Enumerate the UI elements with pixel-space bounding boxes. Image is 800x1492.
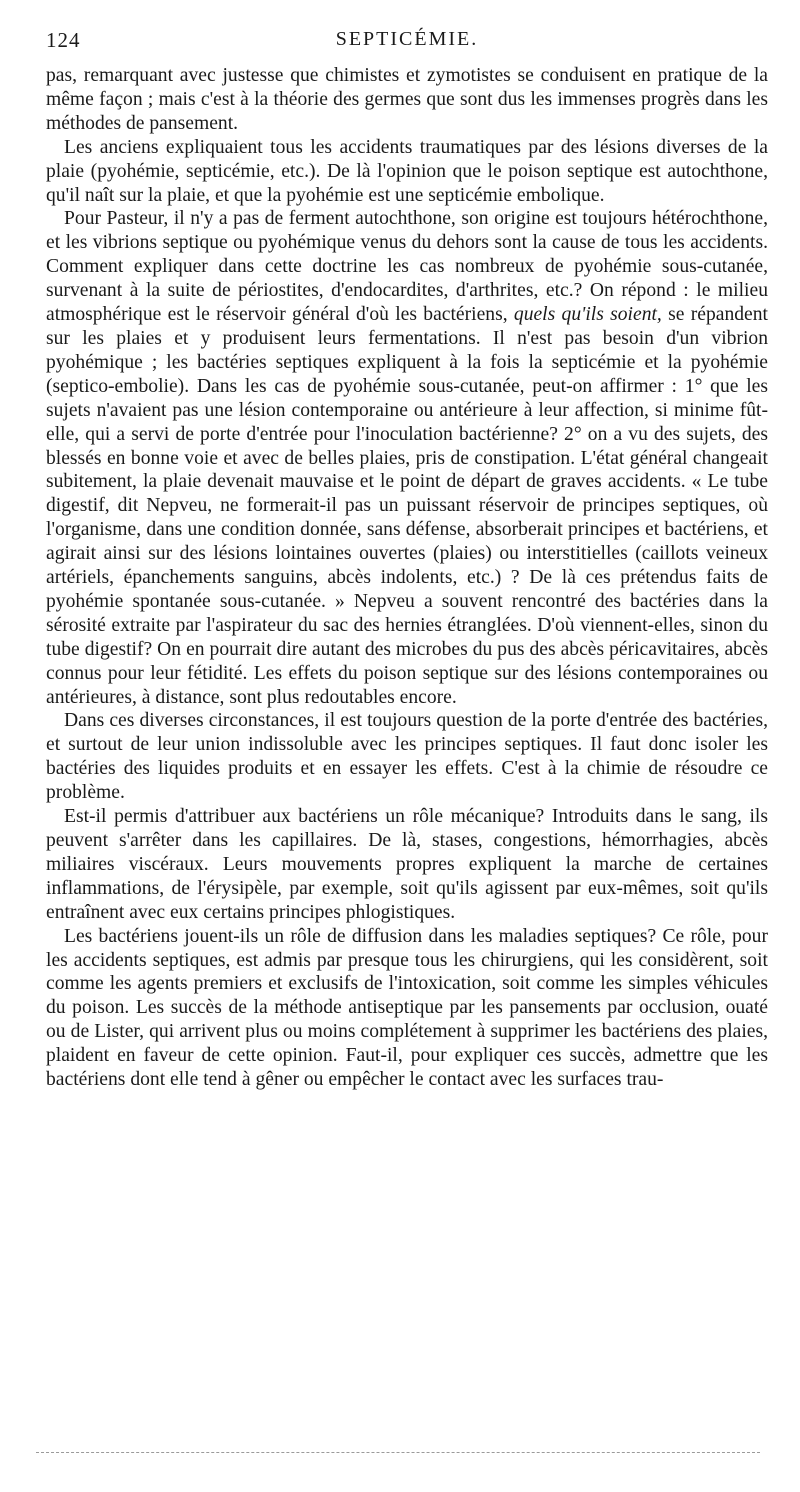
footer-divider [36, 1452, 760, 1453]
page-number: 124 [46, 28, 81, 52]
paragraph-circonstances: Dans ces diverses circonstances, il est toujours question de la porte d'entrée des bactéries, et surtout de leur union indissoluble avec les principes septiques. Il faut donc isoler les bactéries des liquides produits et en essayer les effets. C'est à la chimie de résoudre ce problème. [46, 710, 768, 804]
paragraph-pasteur-emphasis: quels qu'ils soient, [513, 304, 662, 326]
body-text [46, 64, 768, 1092]
paragraph-continuation: pas, remarquant avec justesse que chimistes et zymotistes se conduisent en pratique de la même façon ; mais c'est à la théorie des germes que sont dus les immenses progrès dans les méthodes de pansement. [46, 65, 768, 134]
paragraph-pasteur-after: se répandent sur les plaies et y produisent leurs fermentations. Il n'est pas besoin d'un vibrion pyohémique ; les bactéries septiques expliquent à la fois la septicémie et la pyohémie (septico-embolie). Dans les cas de pyohémie sous-cutanée, peut-on affirmer : 1° que les sujets n'avaient pas une lésion contemporaine ou antérieure à leur affection, si minime fût-elle, qui a servi de porte d'entrée pour l'inoculation bactérienne? 2° on a vu des sujets, des blessés en bonne voie et avec de belles plaies, pris de constipation. L'état général changeait subitement, la plaie devenait mauvaise et le point de départ de graves accidents. « Le tube digestif, dit Nepveu, ne formerait-il pas un puissant réservoir de principes septiques, où l'organisme, dans une condition donnée, sans défense, absorberait principes et bactériens, et agirait ainsi sur des lésions lointaines ouvertes (plaies) ou interstitielles (caillots veineux artériels, épanchements sanguins, abcès indolents, etc.) ? De là ces prétendus faits de pyohémie spontanée sous-cutanée. » Nepveu a souvent rencontré des bactéries dans la sérosité extraite par l'aspirateur du sac des hernies étranglées. D'où viennent-elles, sinon du tube digestif? On en pourrait dire autant des microbes du pus des abcès péricavitaires, abcès connus pour leur fétidité. Les effets du poison septique sur des lésions contemporaines ou antérieures, à distance, sont plus redoutables encore. [46, 304, 768, 708]
paragraph-pasteur-before: Pour Pasteur, il n'y a pas de ferment autochthone, son origine est toujours hétérochthone, et les vibrions septique ou pyohémique venus du dehors sont la cause de tous les accidents. Comment expliquer dans cette doctrine les cas nombreux de pyohémie sous-cutanée, survenant à la suite de périostites, d'endocardites, d'arthrites, etc.? On répond : le milieu atmosphérique est le réservoir général d'où les bactériens, [46, 208, 768, 326]
paragraph-anciens: Les anciens expliquaient tous les accidents traumatiques par des lésions diverses de la plaie (pyohémie, septicémie, etc.). De là l'opinion que le poison septique est autochthone, qu'il naît sur la plaie, et que la pyohémie est une septicémie embolique. [46, 136, 768, 206]
running-head [46, 28, 768, 58]
paragraph-pasteur [46, 207, 768, 709]
paragraph-role-mecanique: Est-il permis d'attribuer aux bactériens un rôle mécanique? Introduits dans le sang, ils peuvent s'arrêter dans les capillaires. De là, stases, congestions, hémorrhagies, abcès miliaires viscéraux. Leurs mouvements propres expliquent la marche de certaines inflammations, de l'érysipèle, par exemple, soit qu'ils agissent par eux-mêmes, soit qu'ils entraînent avec eux certains principes phlogistiques. [46, 806, 768, 923]
running-title: SEPTICÉMIE. [335, 28, 479, 50]
paragraph-role-diffusion: Les bactériens jouent-ils un rôle de diffusion dans les maladies septiques? Ce rôle, pour les accidents septiques, est admis par presque tous les chirurgiens, qui les considèrent, soit comme les agents premiers et exclusifs de l'intoxication, soit comme les simples véhicules du poison. Les succès de la méthode antiseptique par les pansements par occlusion, ouaté ou de Lister, qui arrivent plus ou moins complétement à supprimer les bactériens des plaies, plaident en faveur de cette opinion. Faut-il, pour expliquer ces succès, admettre que les bactériens dont elle tend à gêner ou empêcher le contact avec les surfaces trau- [46, 925, 768, 1091]
book-page [46, 28, 768, 1092]
